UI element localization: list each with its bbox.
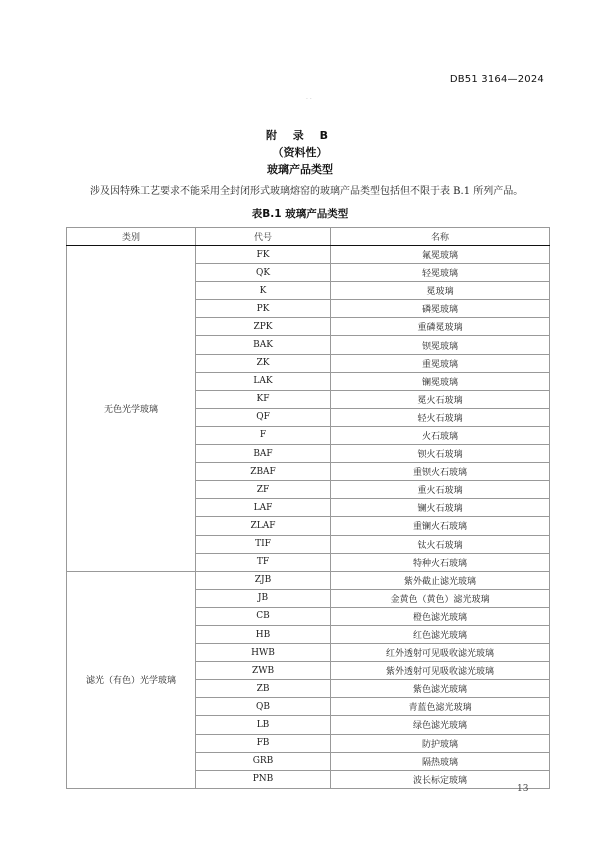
document-number: DB51 3164—2024 [449,74,544,85]
name-cell: 青蓝色滤光玻璃 [331,698,550,716]
code-cell: ZJB [196,571,331,589]
name-cell: 重冕玻璃 [331,354,550,372]
code-cell: QK [196,264,331,282]
name-cell: 钡冕玻璃 [331,336,550,354]
name-cell: 绿色滤光玻璃 [331,716,550,734]
intro-paragraph: 涉及因特殊工艺要求不能采用全封闭形式玻璃熔窑的玻璃产品类型包括但不限于表 B.1 所列产品。 [90,186,524,197]
name-cell: 橙色滤光玻璃 [331,607,550,625]
table-row [67,246,550,264]
glass-product-table [66,227,550,789]
code-cell: HB [196,625,331,643]
code-cell: LAK [196,372,331,390]
code-cell: LB [196,716,331,734]
code-cell: ZBAF [196,463,331,481]
name-cell: 氟冕玻璃 [331,246,550,264]
appendix-subject: 玻璃产品类型 [267,163,333,176]
code-cell: F [196,426,331,444]
column-header-name: 名称 [331,228,550,246]
code-cell: ZF [196,481,331,499]
code-cell: ZLAF [196,517,331,535]
code-cell: ZK [196,354,331,372]
code-cell: GRB [196,752,331,770]
name-cell: 磷冕玻璃 [331,300,550,318]
code-cell: K [196,282,331,300]
name-cell: 重磷冕玻璃 [331,318,550,336]
name-cell: 紫色滤光玻璃 [331,680,550,698]
code-cell: PK [196,300,331,318]
name-cell: 冕火石玻璃 [331,390,550,408]
code-cell: LAF [196,499,331,517]
name-cell: 火石玻璃 [331,426,550,444]
code-cell: PNB [196,770,331,788]
table-header-row [67,228,550,246]
code-cell: HWB [196,644,331,662]
column-header-code: 代号 [196,228,331,246]
name-cell: 隔热玻璃 [331,752,550,770]
code-cell: TF [196,553,331,571]
category-cell: 无色光学玻璃 [67,246,196,572]
code-cell: ZB [196,680,331,698]
code-cell: ZPK [196,318,331,336]
name-cell: 重火石玻璃 [331,481,550,499]
table-row [67,571,550,589]
name-cell: 钡火石玻璃 [331,445,550,463]
code-cell: BAF [196,445,331,463]
code-cell: FB [196,734,331,752]
decorative-mark: · · [306,96,312,103]
code-cell: QB [196,698,331,716]
name-cell: 重镧火石玻璃 [331,517,550,535]
code-cell: FK [196,246,331,264]
name-cell: 防护玻璃 [331,734,550,752]
name-cell: 紫外截止滤光玻璃 [331,571,550,589]
code-cell: TIF [196,535,331,553]
name-cell: 波长标定玻璃 [331,770,550,788]
page-number: 13 [517,784,529,794]
category-cell: 滤光（有色）光学玻璃 [67,571,196,788]
name-cell: 紫外透射可见吸收滤光玻璃 [331,662,550,680]
name-cell: 镧火石玻璃 [331,499,550,517]
name-cell: 金黄色（黄色）滤光玻璃 [331,589,550,607]
code-cell: JB [196,589,331,607]
code-cell: CB [196,607,331,625]
name-cell: 镧冕玻璃 [331,372,550,390]
name-cell: 特种火石玻璃 [331,553,550,571]
column-header-category: 类别 [67,228,196,246]
code-cell: ZWB [196,662,331,680]
name-cell: 红外透射可见吸收滤光玻璃 [331,644,550,662]
name-cell: 冕玻璃 [331,282,550,300]
name-cell: 轻火石玻璃 [331,408,550,426]
name-cell: 轻冕玻璃 [331,264,550,282]
name-cell: 钛火石玻璃 [331,535,550,553]
name-cell: 红色滤光玻璃 [331,625,550,643]
code-cell: BAK [196,336,331,354]
table-caption: 表B.1 玻璃产品类型 [251,208,349,220]
appendix-title: 附 录 B [265,129,335,142]
table-body [67,246,550,789]
code-cell: QF [196,408,331,426]
appendix-nature: （资料性） [272,146,328,159]
code-cell: KF [196,390,331,408]
name-cell: 重钡火石玻璃 [331,463,550,481]
